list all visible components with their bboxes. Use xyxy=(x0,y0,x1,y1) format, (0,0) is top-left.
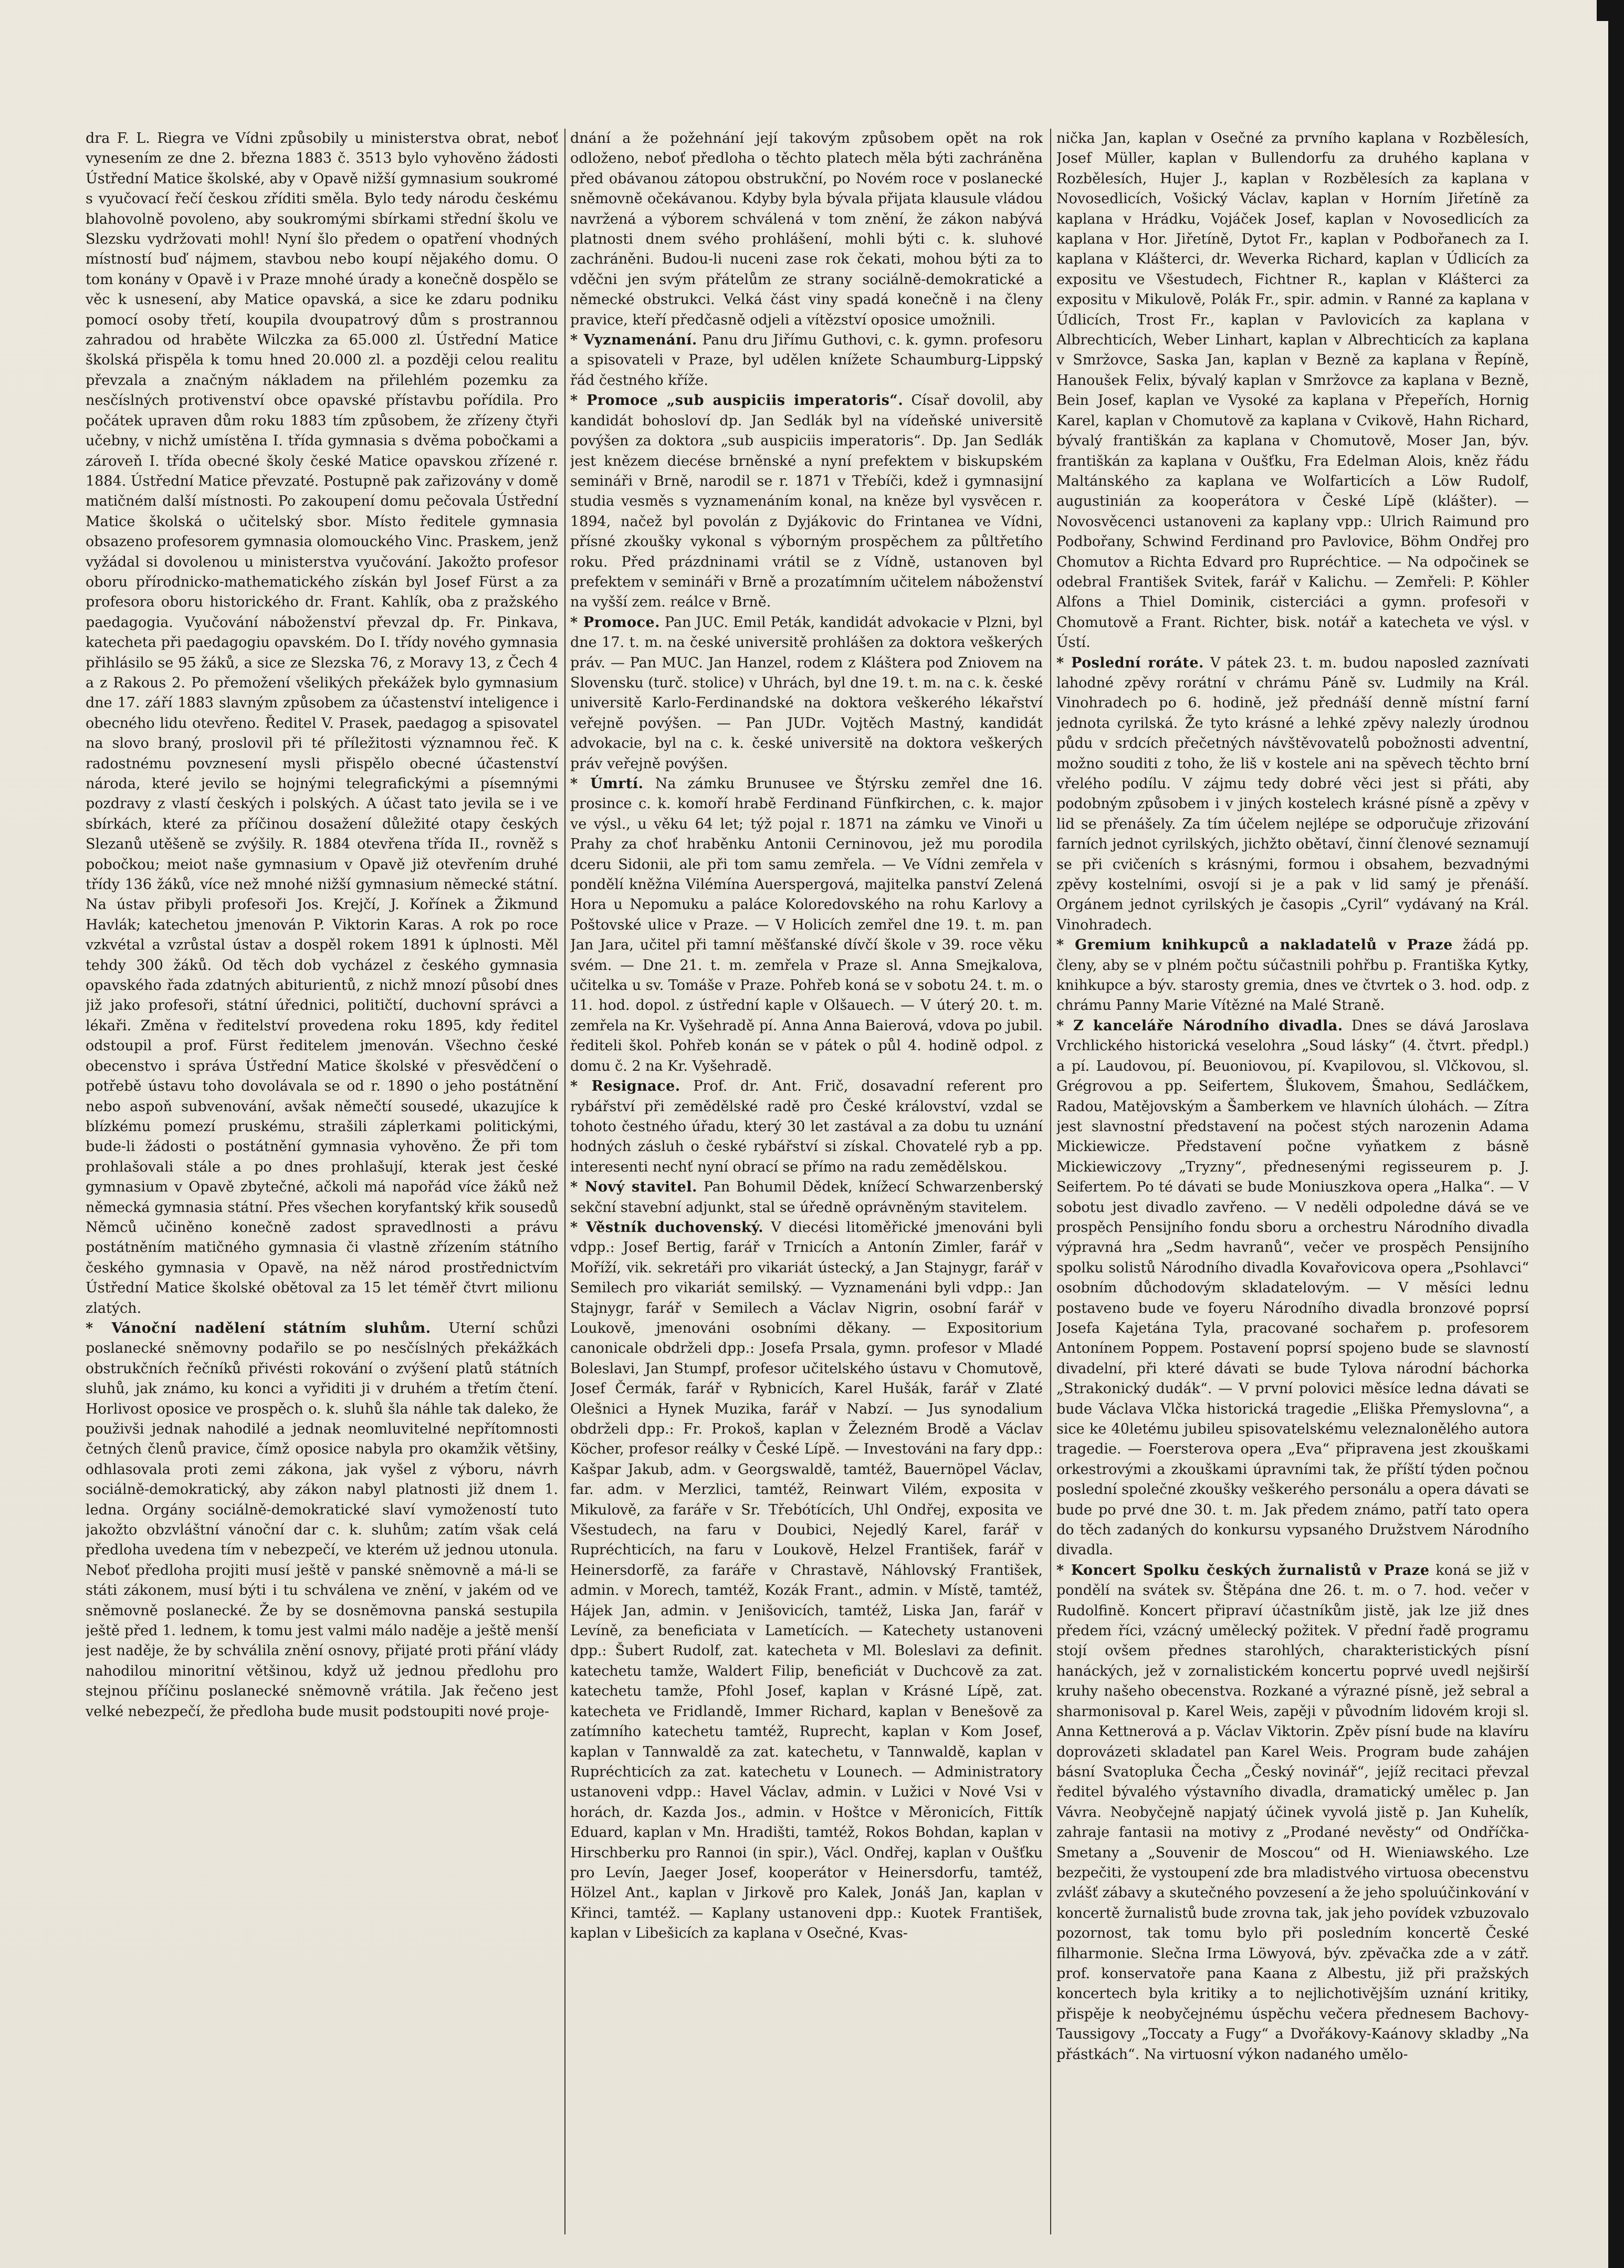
article-heading: * Gremium knihkupců a nakladatelů v Praze xyxy=(1056,937,1453,954)
article-text: Dnes se dává Jaroslava Vrchlického historická veselohra „Soud lásky“ (4. čtvrt. předpl.) a pí. Laudovou, pí. Beuoniovou, pí. Kvapilovou, sl. Vlčkovou, sl. Grégrovou a pp. Seifertem, Šlukovem, Šmahou, Sedláčkem, Radou, Matějovským a Šamberkem ve hlavních úlohách. — Zítra jest slavnostní představení na počest stých narozenin Adama Mickiewicze. Představení počne vyňatkem z básně Mickiewiczovy „Tryzny“, přednesenými regisseurem p. J. Seifertem. Po té dávati se bude Moniuszkova opera „Halka“. — V sobotu jest divadlo zavřeno. — V neděli odpoledne dává se ve prospěch Pensijního fondu sboru a orchestru Národního divadla výpravná hra „Sedm havranů“, večer ve prospěch Pensijního spolku solistů Národního divadla Kovařovicova opera „Psohlavci“ osobním důchodovým skladatelovým. — V měsíci lednu postaveno bude ve foyeru Národního divadla bronzové poprsí Josefa Kajetána Tyla, pracované sochařem p. profesorem Antonínem Poppem. Postavení poprsí spojeno bude se slavností divadelní, při které dávati se bude Tylova národní báchorka „Strakonický dudák“. — V první polovici měsíce ledna dávati se bude Václava Vlčka historická tragedie „Eliška Přemyslovna“, a sice ke 40letému jubileu spisovatelskému veleznalonělého autora tragedie. — Foersterova opera „Eva“ připravena jest zkouškami orkestrovými a zkouškami úpravními tak, že příští týden počnou poslední společné zkoušky veškerého personálu a opera dávati se bude po prvé dne 30. t. m. Jak předem známo, patří tato opera do těch zadaných do konkursu vypsaného Družstvem Národního divadla. xyxy=(1056,1017,1529,1559)
article-text: Na zámku Brunusee ve Štýrsku zemřel dne 16. prosince c. k. komoří hrabě Ferdinand Fünfkirchen, c. k. major ve výsl., u věku 64 let; týž pojal r. 1871 na zámku ve Vinoři u Prahy za choť hraběnku Antonii Cerninovou, jež mu porodila dceru Sidonii, ale při tom samu zemřela. — Ve Vídni zemřela v pondělí kněžna Vilémína Auerspergová, majitelka panství Zelená Hora u Nepomuku a paláce Koloredovského na rohu Karlovy a Poštovské ulice v Praze. — V Holicích zemřel dne 19. t. m. pan Jan Jara, učitel při tamní měšťanské dívčí škole v 39. roce věku svém. — Dne 21. t. m. zemřela v Praze sl. Anna Smejkalova, učitelka u sv. Tomáše v Praze. Pohřeb koná se v sobotu 24. t. m. o 11. hod. dopol. z ústřední kaple v Olšauech. — V úterý 20. t. m. zemřela na Kr. Vyšehradě pí. Anna Anna Baierová, vdova po jubil. řediteli škol. Pohřeb konán se v pátek o půl 4. hodině odpol. z domu č. 2 na Kr. Vyšehradě. xyxy=(570,776,1043,1074)
article-heading: * Úmrtí. xyxy=(570,776,644,792)
article-continuation xyxy=(570,129,1043,330)
article-heading: * Poslední roráte. xyxy=(1056,654,1204,671)
article-text: nička Jan, kaplan v Osečné za prvního kaplana v Rozbělesích, Josef Müller, kaplan v Bullendorfu za druhého kaplana v Rozbělesích, Hujer J., kaplan v Rozbělesích za kaplana v Novosedlicích, Vošický Václav, kaplan v Horním Jiřetíně za kaplana v Hrádku, Vojáček Josef, kaplan v Novosedlicích za kaplana v Hor. Jiřetíně, Dytot Fr., kaplan v Podbořanech za I. kaplana v Klášterci, dr. Weverka Richard, kaplan v Údlicích za expositu ve Všestudech, Fichtner R., kaplan v Klášterci za expositu v Mikulově, Polák Fr., spir. admin. v Ranné za kaplana v Údlicích, Trost Fr., kaplan v Pavlovicích za kaplana v Albrechticích, Weber Linhart, kaplan v Albrechticích za kaplana v Smržovce, Saska Jan, kaplan v Bezně za kaplana v Řepíně, Hanoušek Felix, bývalý kaplan v Smržovce za kaplana v Bezně, Bein Josef, kaplan ve Vysoké za kaplana v Přepeřích, Hornig Karel, kaplan v Chomutově za kaplana v Cvikově, Hahn Richard, bývalý františkán za kaplana v Chomutově, Moser Jan, býv. františkán za kaplana v Oušťku, Fra Edelman Alois, kněz řádu Maltánského za kaplana ve Wolfarticích a Löw Rudolf, augustinián za kooperátora v České Lípě (klášter). — Novosvěcenci ustanoveni za kaplany vpp.: Ulrich Raimund pro Podbořany, Schwind Ferdinand pro Pavlovice, Böhm Ondřej pro Chomutov a Richta Edvard pro Rupréchtice. — Na odpočinek se odebral František Svitek, farář v Kalichu. — Zemřeli: P. Köhler Alfons a Thiel Dominik, cisterciáci a gymn. profesoři v Chomutově a Frant. Richter, bisk. notář a katecheta ve výsl. v Ústí. xyxy=(1056,130,1529,651)
column-3 xyxy=(1056,129,1529,2234)
article-heading: * Promoce „sub auspiciis imperatoris“. xyxy=(570,392,904,409)
article-heading: * Promoce. xyxy=(570,614,660,631)
article-gremium-knihkupcu xyxy=(1056,935,1529,1016)
article-text: Prof. dr. Ant. Frič, dosavadní referent pro rybářství při zemědělské radě pro České království, vzdal se tohoto čestného úřadu, který 30 let zastával a za dobu tu uznání hodných zásluh o české rybářství si získal. Chovatelé ryb a pp. interesenti nechť nyní obrací se přímo na radu zemědělskou. xyxy=(570,1078,1043,1175)
column-2 xyxy=(570,129,1043,2234)
article-heading: * Nový stavitel. xyxy=(570,1179,697,1196)
article-heading: * Z kanceláře Národního divadla. xyxy=(1056,1017,1343,1034)
article-heading: * Vyznamenání. xyxy=(570,332,697,349)
scan-border-corner xyxy=(1597,0,1608,21)
article-heading: * Vánoční nadělení státním sluhům. xyxy=(86,1320,431,1336)
article-text: Pan Bohumil Dědek, knížecí Schwarzenberský sekční stavební adjunkt, stal se úředně oprávněným stavitelem. xyxy=(570,1179,1043,1216)
article-text: V diecési litoměřické jmenováni byli vdpp.: Josef Bertig, farář v Trnicích a Antonín Zimler, farář v Moříží, vik. sekretáři pro vikariát ústecký, a Jan Stajnygr, farář v Semilech pro vikariát semilský. — Vyznamenáni byli vdpp.: Jan Stajnygr, farář v Semilech a Václav Nigrin, osobní farář v Loukově, jmenováni osobními děkany. — Expositorium canonicale obdrželi dpp.: Josefa Prsala, gymn. profesor v Mladé Boleslavi, Jan Stumpf, profesor učitelského ústavu v Chomutově, Josef Čermák, farář v Rybnicích, Karel Hušák, farář v Zlaté Olešnici a Hynek Muzika, farář v Nabzí. — Jus synodalium obdrželi dpp.: Fr. Prokoš, kaplan v Železném Brodě a Václav Köcher, profesor reálky v České Lípě. — Investováni na fary dpp.: Kašpar Jakub, adm. v Georgswaldě, tamtéž, Bauernöpel Václav, far. adm. v Merzlici, tamtéž, Reinwart Vilém, exposita v Mikulově, za faráře v Sr. Třebótících, Uhl Ondřej, exposita ve Všestudech, na faru v Doubici, Nejedlý Karel, farář v Rupréchticích, na faru v Loukově, Helzel František, farář v Heinersdorfě, za faráře v Chrastavě, Náhlovský František, admin. v Morech, tamtéž, Kozák Frant., admin. v Místě, tamtéž, Hájek Jan, admin. v Jenišovicích, tamtéž, Liska Jan, farář v Levíně, za beneficiata v Lametících. — Katechety ustanoveni dpp.: Šubert Rudolf, zat. katecheta v Ml. Boleslavi za definit. katechetu tamže, Waldert Filip, beneficiát v Duchcově za zat. katechetu tamže, Pfohl Josef, kaplan v Krásné Lípě, zat. katecheta ve Fridlandě, Immer Richard, kaplan v Benešově za zatímního katechetu tamtéž, Ruprecht, kaplan v Kom Josef, kaplan v Tannwaldě za zat. katechetu, v Tannwaldě, kaplan v Rupréchticích za zat. katechetu v Lounech. — Administratory ustanoveni vdpp.: Havel Václav, admin. v Lužici v Nové Vsi v horách, dr. Kazda Jos., admin. v Hoštce v Měronicích, Fittík Eduard, kaplan v Mn. Hradišti, tamtéž, Rokos Bohdan, kaplan v Hirschberku pro Rannoi (in spir.), Václ. Ondřej, kaplan v Oušťku pro Levín, Jaeger Josef, kooperátor v Heinersdorfu, tamtéž, Hölzel Ant., kaplan v Jirkově pro Kalek, Jonáš Jan, kaplan v Křinci, tamtéž. — Kaplany ustanoveni dpp.: Kuotek František, kaplan v Libešicích za kaplana v Osečné, Kvas- xyxy=(570,1219,1043,1942)
article-text: Císař dovolil, aby kandidát bohosloví dp. Jan Sedlák byl na vídeňské universitě povýšen za doktora „sub auspiciis imperatoris“. Dp. Jan Sedlák jest knězem diecése brněnské a nyní prefektem v biskupském semináři v Brně, narodil se r. 1871 v Třebíči, kdež i gymnasijní studia vesměs s vyznamenáním konal, na kněze byl vysvěcen r. 1894, načež byl povolán z Dyjákovic do Frintanea ve Vídni, přísné zkoušky vykonal s výborným prospěchem za půltřetího roku. Před prázdninami vrátil se z Vídně, ustanoven byl prefektem v semináři v Brně a prozatímním učitelem náboženství na vyšší zem. reálce v Brně. xyxy=(570,392,1043,611)
column-1 xyxy=(86,129,558,2234)
article-vyznamenani xyxy=(570,330,1043,391)
article-text: koná se již v pondělí na svátek sv. Štěpána dne 26. t. m. o 7. hod. večer v Rudolfině. Koncert připraví účastníkům jistě, jak lze již dnes předem říci, vzácný umělecký požitek. V přední řadě programu stojí ovšem přednes starohlých, charakteristických písní hanáckých, jež v zornalistickém koncertu poprvé uvedl nejširší kruhy našeho obecenstva. Rozkané a výrazné písně, jež sebral a sharmonisoval p. Karel Weis, zapěji v původním lidovém kroji sl. Anna Kettnerová a p. Václav Viktorin. Zpěv písní bude na klavíru doprovázeti skladatel pan Karel Weis. Program bude zahájen básní Svatopluka Čecha „Český novinář“, jejíž recitaci převzal ředitel bývalého výstavního divadla, dramatický umělec p. Jan Vávra. Neobyčejně napjatý účinek vyvolá jistě p. Jan Kuhelík, zahraje fantasii na motivy z „Prodané nevěsty“ od Ondříčka-Smetany a „Souvenir de Moscou“ od H. Wieniawského. Lze bezpečiti, že vystoupení zde bra mladistvého virtuosa obecenstvu zvlášť zábavy a skutečného povzesení a že jeho spoluúčinkování v koncertě žurnalistů bude zrovna tak, jak jeho povídek vzbuzovalo pozornost, tak tomu bylo při posledním koncertě České filharmonie. Slečna Irma Löwyová, býv. zpěvačka zde a v zátř. prof. konservatoře pana Kaana z Albestu, již při pražských koncertech byla kritiky a to nejlichotivějším uznání kritiky, přispěje k neobyčejnému úspěchu večera přednesem Bachovy-Taussigovy „Toccaty a Fugy“ a Dvořákovy-Kaánovy skladby „Na přástkách“. Na virtuosní výkon nadaného umělo- xyxy=(1056,1562,1529,2063)
article-narodni-divadlo xyxy=(1056,1016,1529,1561)
article-umrti xyxy=(570,774,1043,1076)
article-gymnasium-opava xyxy=(86,129,558,1319)
scan-border xyxy=(1608,0,1624,2268)
column-rule xyxy=(1050,129,1051,2234)
article-vestnik-duchovensky xyxy=(570,1218,1043,1944)
article-text: Uterní schůzi poslanecké sněmovny podařilo se po nesčíslných překážkách obstrukčních řečníků přivésti rokování o zvýšení platů státních sluhů, jak známo, ku konci a vyřiditi ji v druhém a třetím čtení. Horlivost oposice ve prospěch o. k. sluhů šla náhle tak daleko, že použivši jednak nahodilé a jednak neomluvitelné nepřítomnosti četných členů pravice, čímž oposice nabyla pro okamžik většiny, odhlasovala proti zemi zákona, jak vyšel z výboru, návrh sociálně-demokratický, aby zákon nabyl platnosti již dnem 1. ledna. Orgány sociálně-demokratické slaví vymožeností tuto jakožto obzvláštní vánoční dar c. k. sluhům; zatím však celá předloha uvedena tím v nebezpečí, ve kterém už jednou utonula. Neboť předloha projiti musí ještě v panské sněmovně a má-li se státi zákonem, musí býti i tu schválena ve znění, v jakém od ve sněmovně poslanecké. Že by se dosněmovna panská sestupila ještě před 1. lednem, k tomu jest valmi málo naděje a ještě menší jest naděje, že by schválila znění osnovy, přijaté proti přání vlády nahodilou minoritní většinou, když už jednou předlohu pro stejnou příčinu poslanecké sněmovně vrátila. Jak řečeno jest velké nebezpečí, že předloha bude musit podstoupiti nové proje- xyxy=(86,1320,558,1720)
article-heading: * Resignace. xyxy=(570,1078,680,1095)
article-heading: * Koncert Spolku českých žurnalistů v Praze xyxy=(1056,1562,1430,1579)
article-resignace xyxy=(570,1076,1043,1177)
article-text: Panu dru Jiřímu Guthovi, c. k. gymn. profesoru a spisovateli v Praze, byl udělen knížete Schaumburg-Lippský řád čestného kříže. xyxy=(570,332,1043,389)
article-heading: * Věstník duchovenský. xyxy=(570,1219,764,1236)
article-novy-stavitel xyxy=(570,1177,1043,1218)
article-promoce xyxy=(570,613,1043,774)
article-text: žádá pp. členy, aby se v plném počtu súčastnili pohřbu p. Františka Kytky, knihkupce a býv. starosty gremia, dnes ve čtvrtek o 3. hod. odp. z chrámu Panny Marie Vítězné na Malé Straně. xyxy=(1056,937,1529,1014)
article-vanocni-nadeleni xyxy=(86,1319,558,1722)
article-promoce-sub-auspiciis xyxy=(570,391,1043,612)
article-koncert-zurnalistu xyxy=(1056,1561,1529,2065)
article-text: dra F. L. Riegra ve Vídni způsobily u ministerstva obrat, neboť vynesením ze dne 2. března 1883 č. 3513 bylo vyhověno žádosti Ústřední Matice školské, aby v Opavě nižší gymnasium soukromé s vyučovací řečí českou zříditi směla. Bylo tedy národu českému blahovolně povoleno, aby soukromými sbírkami střední školu ve Slezsku vydržovati mohl! Nyní šlo předem o opatření vhodných místností buď nájmem, stavbou nebo koupí nějakého domu. O tom konány v Opavě i v Praze mnohé úrady a konečně dospělo se věc k usnesení, aby Matice opavská, a sice ke zdaru podniku pomocí osoby třetí, koupila dvoupatrový dům s prostrannou zahradou od hraběte Wilczka za 65.000 zl. Ústřední Matice školská přispěla k tomu hned 20.000 zl. a později celou realitu převzala a značným nákladem na přilehlém pozemku za nesčíslných protivenství obce opavské přístavbu pořídila. Pro počátek upraven dům roku 1883 tím způsobem, že zřízeny čtyři učebny, v nichž umístěna I. třída gymnasia s dvěma pobočkami a zároveň I. třída obecné školy české Matice opavskou zřízené r. 1884. Ústřední Matice převzaté. Postupně pak zařizovány v domě matičném další místnosti. Po zakoupení domu pečovala Ústřední Matice školská o učitelský sbor. Místo ředitele gymnasia obsazeno profesorem gymnasia olomouckého Vinc. Praskem, jenž vyžádal si dovolenou u ministerstva vyučování. Jakožto profesor oboru přírodnicko-mathematického získán byl Josef Fürst a za profesora oboru historického dr. Frant. Kahlík, oba z pražského paedagogia. Vyučování náboženství převzal dp. Fr. Pinkava, katecheta při paedagogiu opavském. Do I. třídy nového gymnasia přihlásilo se 95 žáků, a sice ze Slezska 76, z Moravy 13, z Čech 4 a z Rakous 2. Po přemožení všelikých překážek bylo gymnasium dne 17. září 1883 slavným způsobem za účastenství inteligence i obecného lidu otevřeno. Ředitel V. Prasek, paedagog a spisovatel na slovo braný, proslovil při té příležitosti významnou řeč. K radostnému povznesení mysli přispělo obecné účastenství národa, které jevilo se hojnými telegrafickými a písemnými pozdravy z vlastí českých i polských. A účast tato jevila se i ve sbírkách, které za příčinou dosažení důležité otapy českých Slezanů utěšeně se zvýšily. R. 1884 otevřena třída II., rovněž s pobočkou; meiot naše gymnasium v Opavě již otevřením druhé třídy 136 žáků, více než mnohé nižší gymnasium německé státní. Na ústav přibyli profesoři Jos. Krejčí, J. Kořínek a Žikmund Havlák; katechetou jmenován P. Viktorin Karas. A rok po roce vzkvétal a vzrůstal ústav a dospěl rokem 1891 k úplnosti. Měl tehdy 300 žáků. Od těch dob vycházel z českého gymnasia opavského řada zdatných abiturientů, z nichž mnozí působí dnes již jako profesoři, státní úřednici, političtí, duchovní správci a lékaři. Změna v ředitelství provedena roku 1895, kdy ředitel odstoupil a prof. Fürst ředitelem jmenován. Všechno české obecenstvo i správa Ústřední Matice školské v přesvědčení o potřebě ústavu toho dovolávala se od r. 1890 o jeho postátnění nebo aspoň subvenování, avšak němečtí sousedé, ukazujíce k blízkému pomezí pruskému, strašili záplетkami politickými, bude-li žádosti o postátnění gymnasia vyhověno. Že při tom prohlašovali stále a po dnes prohlašují, kterak jest české gymnasium v Opavě zbytečné, ačkoli má napořád více žáků než německá gymnasia státní. Přes všechen koryfantský křik sousedů Němců učiněno konečně zadost spravedlnosti a právu postátněním matičného gymnasia či vlastně zřízením státního českého gymnasia v Opavě, na něž národ prostřednictvím Ústřední Matice školské obětoval za 15 let téměř čtvrt milionu zlatých. xyxy=(86,130,558,1316)
article-text: dnání a že požehnání její takovým způsobem opět na rok odloženo, neboť předloha o těchto platech měla býti zachráněna před obávanou zátopou obstrukční, po Novém roce v poslanecké sněmovně očekávanou. Kdyby byla bývala přijata klausule vládou navržená a výborem schválená v tom znění, že zákon nabývá platnosti dnem svého prohlášení, mohli býti c. k. sluhové zachráněni. Budou-li nuceni zase rok čekati, mohou býti za to vděčni jen svým přátelům ze strany sociálně-demokratické a německé obstrukci. Velká část viny spadá konečně i na členy pravice, kteří předčasně odjeli a vítězství oposice umožnili. xyxy=(570,130,1043,328)
article-text: Pan JUC. Emil Peták, kandidát advokacie v Plzni, byl dne 17. t. m. na české universitě prohlášen za doktora veškerých práv. — Pan MUC. Jan Hanzel, rodem z Kláštera pod Zniovem na Slovensku (turč. stolice) v Uhrách, byl dne 19. t. m. na c. k. české universitě Karlo-Ferdinandské na doktora veškerého lékařství veřejně povýšen. — Pan JUDr. Vojtěch Mastný, kandidát advokacie, byl na c. k. české universitě na doktora veškerých práv veřejně povýšen. xyxy=(570,614,1043,772)
article-posledni-rorate xyxy=(1056,653,1529,936)
article-text: V pátek 23. t. m. budou naposled zaznívati lahodné zpěvy rorátní v chrámu Páně sv. Ludmily na Král. Vinohradech po 6. hodině, jež přednáší denně místní farní jednota cyrilská. Že tyto krásné a lehké zpěvy nalezly úrodnou půdu v srdcích přečetných návštěvovatelů pobožnosti adventní, možno souditi z toho, že liš v kostele ani na spěvech těchto brní vřelého podílu. V zájmu tedy dobré věci jest si přáti, aby podobným způsobem i v jiných kostelech krásné písně a zpěvy v lid se přenášely. Za tím účelem nejlépe se odporučuje zřizování farních jednot cyrilských, jichžto obětaví, činní členové seznamují se při cvičeních s krásnými, formou i obsahem, bezvadnými zpěvy kostelními, osvojí si je a pak v lid samý je přenáší. Orgánem jednot cyrilských je časopis „Cyril“ vydávaný na Král. Vinohradech. xyxy=(1056,654,1529,933)
article-continuation xyxy=(1056,129,1529,653)
column-rule xyxy=(564,129,565,2234)
